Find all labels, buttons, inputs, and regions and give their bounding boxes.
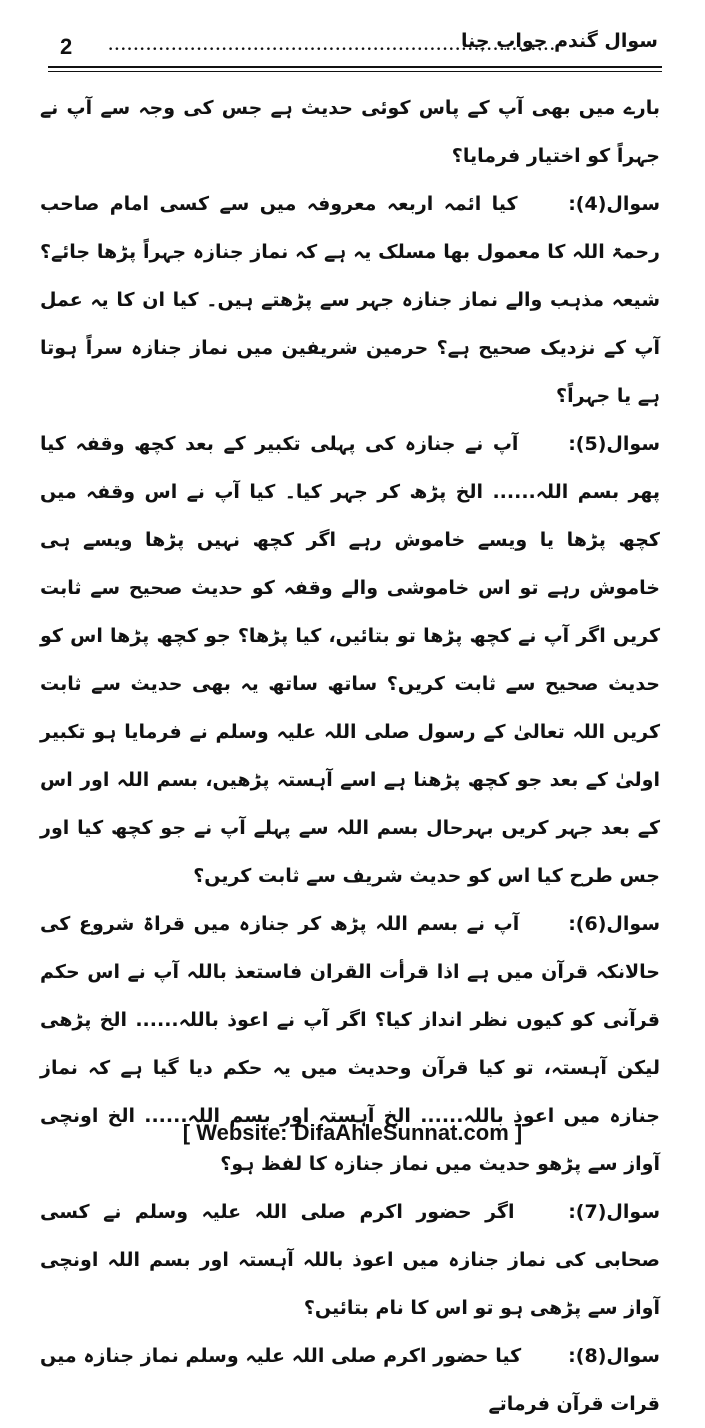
question-5-label: سوال(5):	[568, 433, 660, 455]
question-8-text: کیا حضور اکرم صلی اللہ علیہ وسلم نماز جنازہ میں قرات قرآن فرماتے	[40, 1345, 660, 1415]
page-number: 2	[60, 34, 73, 59]
question-7	[40, 1188, 660, 1332]
question-5-text: آپ نے جنازہ کی پہلی تکبیر کے بعد کچھ وقفہ کیا پھر بسم اللہ...... الخ پڑھ کر جہر کیا۔ کیا آپ نے اس وقفہ میں کچھ پڑھا یا ویسے خاموش رہے اگر کچھ نہیں پڑھا ویسے ہی خاموش رہے تو اس خاموشی والے وقفہ کو حدیث صحیح سے ثابت کریں اگر آپ نے کچھ پڑھا تو بتائیں، کیا پڑھا؟ جو کچھ پڑھا اس کو حدیث صحیح سے ثابت کریں؟ ساتھ ساتھ یہ بھی حدیث سے ثابت کریں اللہ تعالیٰ کے رسول صلی اللہ علیہ وسلم نے فرمایا ہو تکبیر اولیٰ کے بعد جو کچھ پڑھنا ہے اسے آہستہ پڑھیں، بسم اللہ اور اس کے بعد جہر کریں بہرحال بسم اللہ سے پہلے آپ نے جو کچھ کیا اور جس طرح کیا اس کو حدیث شریف سے ثابت کریں؟	[40, 433, 660, 887]
question-7-text: اگر حضور اکرم صلی اللہ علیہ وسلم نے کسی صحابی کی نماز جنازہ میں اعوذ باللہ آہستہ اور بسم اللہ اونچی آواز سے پڑھی ہو تو اس کا نام بتائیں؟	[40, 1201, 660, 1319]
question-4-label: سوال(4):	[568, 193, 660, 215]
question-6-label: سوال(6):	[568, 913, 660, 935]
page-header	[48, 28, 662, 74]
page-body	[40, 84, 660, 1428]
running-title: سوال گندم جواب چنا	[461, 30, 658, 52]
question-7-label: سوال(7):	[568, 1201, 660, 1223]
question-8	[40, 1332, 660, 1428]
header-dot-leader: •••••••••••••••••••••••••••••••••••••••••••••••••••••••••••••••••••••••	[108, 45, 556, 55]
question-4	[40, 180, 660, 420]
paragraph-intro: بارے میں بھی آپ کے پاس کوئی حدیث ہے جس کی وجہ سے آپ نے جہراً کو اختیار فرمایا؟	[40, 97, 660, 167]
question-8-label: سوال(8):	[568, 1345, 660, 1367]
header-rule	[48, 66, 662, 72]
question-4-text: کیا ائمہ اربعہ معروفہ میں سے کسی امام صاحب رحمۃ اللہ کا معمول بھا مسلک یہ ہے کہ نماز جنازہ جہراً پڑھا جائے؟ شیعہ مذہب والے نماز جنازہ جہر سے پڑھتے ہیں۔ کیا ان کا یہ عمل آپ کے نزدیک صحیح ہے؟ حرمین شریفین میں نماز جنازہ سراً ہوتا ہے یا جہراً؟	[40, 193, 660, 407]
website-footer: [ Website: DifaAhleSunnat.com ]	[182, 1120, 523, 1145]
question-5	[40, 420, 660, 900]
question-6-text: آپ نے بسم اللہ پڑھ کر جنازہ میں قراۃ شروع کی حالانکہ قرآن میں ہے اذا قرأت القران فاستعذ باللہ آپ نے اس حکم قرآنی کو کیوں نظر انداز کیا؟ اگر آپ نے اعوذ باللہ...... الخ پڑھی لیکن آہستہ، تو کیا قرآن وحدیث میں یہ حکم دیا گیا ہے کہ نماز جنازہ میں اعوذ باللہ...... الخ آہستہ اور بسم اللہ...... الخ اونچی آواز سے پڑھو حدیث میں نماز جنازہ کا لفظ ہو؟	[40, 913, 660, 1175]
